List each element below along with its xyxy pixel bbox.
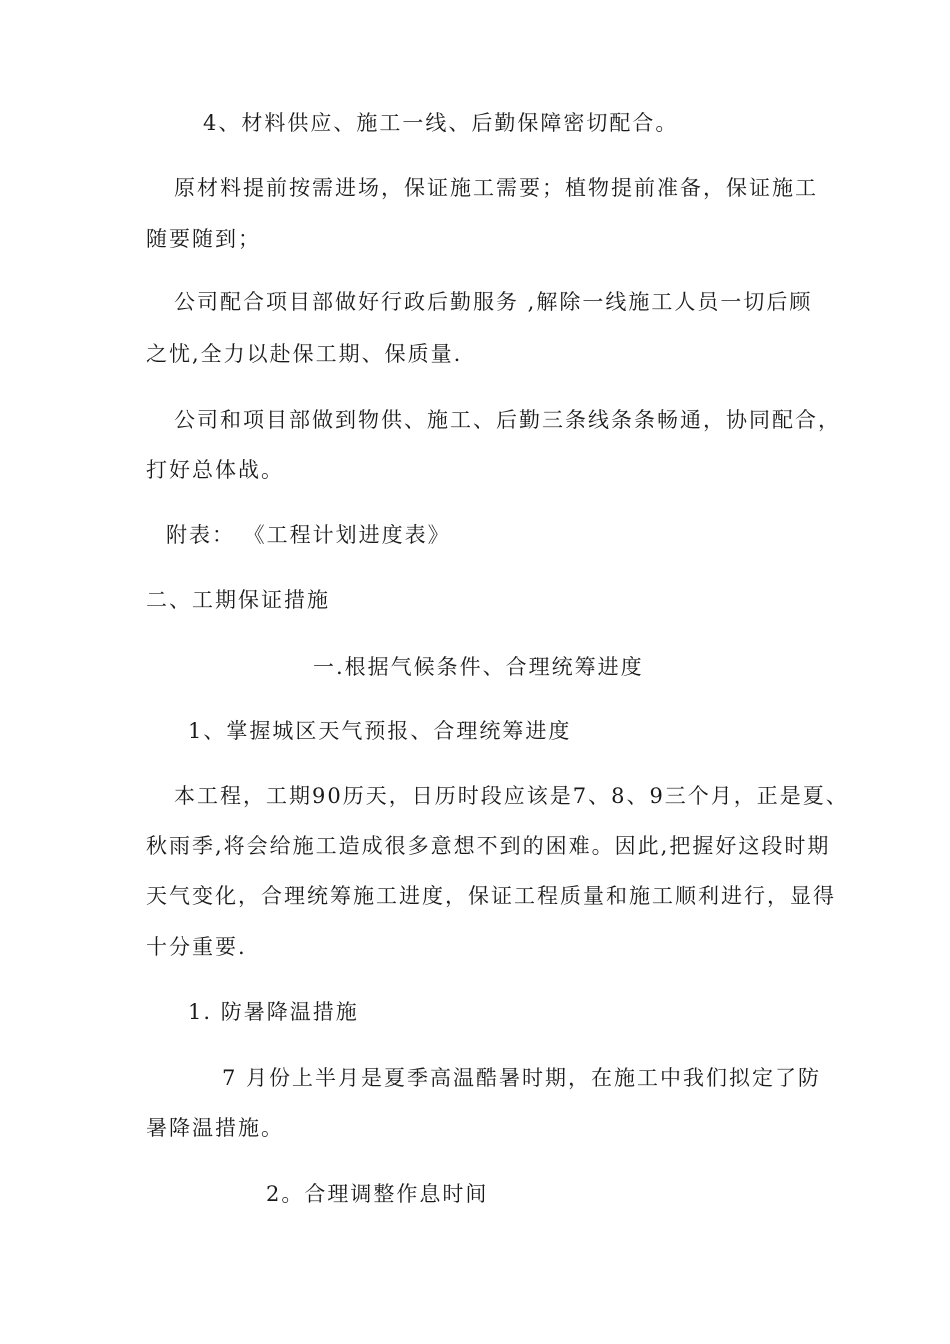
paragraph-coordination-line-1: 公司和项目部做到物供、施工、后勤三条线条条畅通，协同配合，: [174, 408, 841, 432]
paragraph-attachment: 附表： 《工程计划进度表》: [166, 523, 451, 547]
paragraph-raw-materials-line-2: 随要随到；: [146, 227, 261, 251]
paragraph-project-duration-line-4: 十分重要.: [146, 935, 247, 959]
item-heading-weather-forecast: 1、掌握城区天气预报、合理统筹进度: [188, 719, 572, 743]
paragraph-project-duration-line-3: 天气变化，合理统筹施工进度，保证工程质量和施工顺利进行，显得: [146, 884, 836, 908]
section-heading-schedule-guarantee: 二、工期保证措施: [146, 588, 330, 612]
paragraph-project-duration-line-1: 本工程，工期90历天，日历时段应该是7、8、9三个月，正是夏、: [174, 784, 849, 808]
paragraph-july-heat-line-1: 7 月份上半月是夏季高温酷暑时期，在施工中我们拟定了防: [222, 1066, 822, 1090]
subsection-heading-climate: 一.根据气候条件、合理统筹进度: [313, 655, 644, 679]
item-heading-heat-prevention: 1. 防暑降温措施: [188, 1000, 359, 1024]
item-heading-adjust-schedule: 2。合理调整作息时间: [266, 1182, 489, 1206]
paragraph-logistics-line-2: 之忧,全力以赴保工期、保质量.: [146, 342, 463, 366]
paragraph-raw-materials-line-1: 原材料提前按需进场，保证施工需要；植物提前准备，保证施工: [174, 176, 818, 200]
paragraph-july-heat-line-2: 暑降温措施。: [146, 1116, 284, 1140]
paragraph-coordination-line-2: 打好总体战。: [146, 458, 284, 482]
paragraph-logistics-line-1: 公司配合项目部做好行政后勤服务 ,解除一线施工人员一切后顾: [174, 290, 813, 314]
paragraph-materials-heading: 4、材料供应、施工一线、后勤保障密切配合。: [203, 111, 679, 135]
paragraph-project-duration-line-2: 秋雨季,将会给施工造成很多意想不到的困难。因此,把握好这段时期: [146, 834, 831, 858]
